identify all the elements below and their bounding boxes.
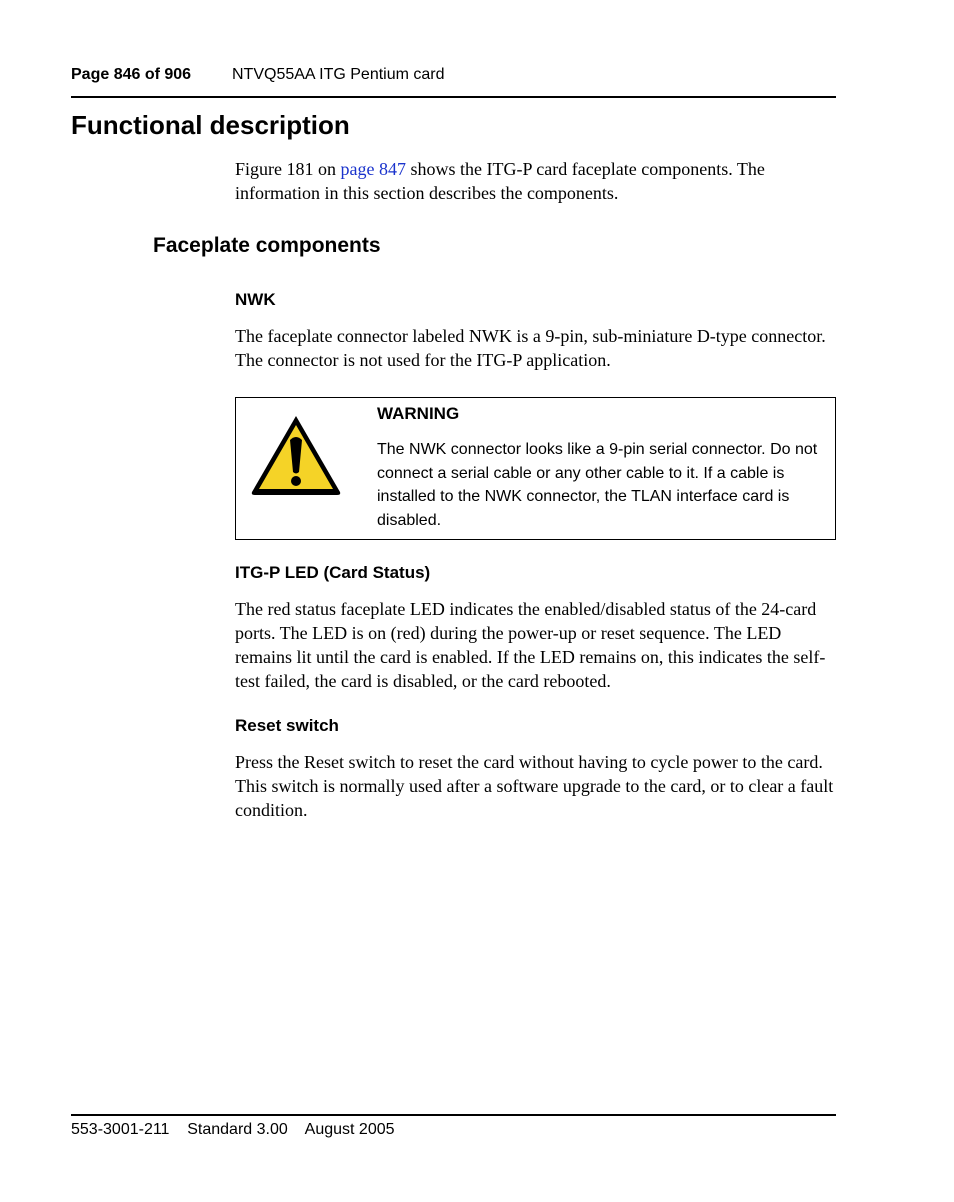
footer-text	[71, 1121, 395, 1139]
warning-text: The NWK connector looks like a 9-pin serial connector. Do not connect a serial cable or any other cable to it. If a cable is installed to the NWK connector, the TLAN interface card is disabled.	[377, 441, 818, 529]
section-title: Functional description	[71, 110, 350, 140]
footer-date: August 2005	[304, 1121, 395, 1138]
warning-box	[235, 397, 836, 540]
nwk-paragraph: The faceplate connector labeled NWK is a 9-pin, sub-miniature D-type connector. The connector is not used for the ITG-P application.	[235, 326, 826, 370]
nwk-heading: NWK	[235, 290, 276, 309]
footer-standard: Standard 3.00	[187, 1121, 288, 1138]
led-heading: ITG-P LED (Card Status)	[235, 563, 431, 582]
warning-triangle-icon	[248, 412, 344, 498]
intro-text-end: shows the ITG-P card faceplate components. The information in this section describes the components.	[235, 159, 765, 203]
page-header	[71, 66, 836, 98]
page-link[interactable]: page 847	[340, 159, 406, 179]
header-document-title: NTVQ55AA ITG Pentium card	[232, 66, 445, 83]
intro-text-start: Figure 181 on	[235, 159, 341, 179]
led-paragraph: The red status faceplate LED indicates the enabled/disabled status of the 24-card ports. The LED is on (red) during the power-up or reset sequence. The LED remains lit until the card is enabled. If the LED remains on, this indicates the self-test failed, the card is disabled, or the card rebooted.	[235, 599, 826, 691]
reset-heading: Reset switch	[235, 716, 339, 735]
page-footer	[71, 1114, 836, 1138]
reset-paragraph: Press the Reset switch to reset the card without having to cycle power to the card. This switch is normally used after a software upgrade to the card, or to clear a fault condition.	[235, 752, 834, 820]
intro-paragraph	[235, 157, 835, 205]
subsection-title: Faceplate components	[153, 234, 381, 257]
footer-doc-number: 553-3001-211	[71, 1121, 170, 1138]
header-page-number: Page 846 of 906	[71, 66, 192, 83]
warning-heading: WARNING	[377, 404, 460, 423]
